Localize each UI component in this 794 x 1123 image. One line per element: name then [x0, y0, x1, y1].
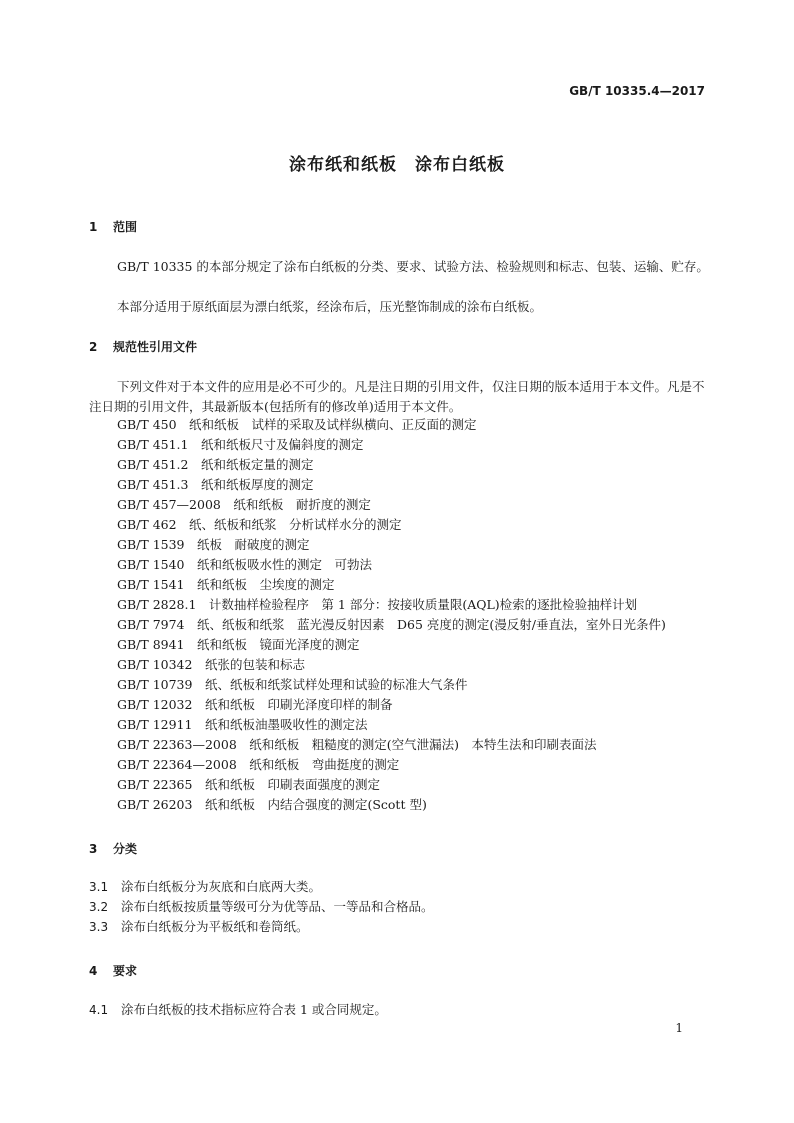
clause-text: 涂布白纸板分为平板纸和卷筒纸。 [121, 919, 309, 934]
reference-item: GB/T 10739 纸、纸板和纸浆试样处理和试验的标准大气条件 [117, 677, 468, 692]
clause-text: 涂布白纸板的技术指标应符合表 1 或合同规定。 [121, 1002, 387, 1017]
clause-number: 3.1 [89, 880, 109, 894]
clause-text: 涂布白纸板按质量等级可分为优等品、一等品和合格品。 [121, 899, 434, 914]
section-number: 4 [89, 964, 98, 978]
normative-intro: 下列文件对于本文件的应用是必不可少的。凡是注日期的引用文件，仅注日期的版本适用于本文件。凡是不注日期的引用文件，其最新版本(包括所有的修改单)适用于本文件。 [89, 379, 705, 414]
section-4-heading [89, 962, 137, 979]
reference-item: GB/T 451.1 纸和纸板尺寸及偏斜度的测定 [117, 437, 364, 452]
section-title: 规范性引用文件 [113, 340, 198, 354]
clause-text: 涂布白纸板分为灰底和白底两大类。 [121, 879, 322, 894]
reference-item: GB/T 462 纸、纸板和纸浆 分析试样水分的测定 [117, 517, 402, 532]
section-number: 2 [89, 340, 98, 354]
reference-item: GB/T 7974 纸、纸板和纸浆 蓝光漫反射因素 D65 亮度的测定(漫反射/垂直法，室外日光条件) [117, 617, 666, 632]
clause-3-2 [89, 897, 434, 917]
reference-item: GB/T 12032 纸和纸板 印刷光泽度印样的制备 [117, 697, 393, 712]
reference-item: GB/T 22364—2008 纸和纸板 弯曲挺度的测定 [117, 757, 400, 772]
reference-item: GB/T 22365 纸和纸板 印刷表面强度的测定 [117, 777, 380, 792]
reference-item: GB/T 10342 纸张的包装和标志 [117, 657, 305, 672]
clause-number: 3.3 [89, 920, 109, 934]
section-1-heading [89, 218, 137, 235]
reference-item: GB/T 26203 纸和纸板 内结合强度的测定(Scott 型) [117, 797, 427, 812]
clause-4-1 [89, 1000, 387, 1020]
reference-item: GB/T 450 纸和纸板 试样的采取及试样纵横向、正反面的测定 [117, 417, 477, 432]
clause-3-1 [89, 877, 321, 897]
reference-item: GB/T 451.3 纸和纸板厚度的测定 [117, 477, 314, 492]
standard-code: GB/T 10335.4—2017 [569, 84, 705, 98]
section-number: 1 [89, 220, 98, 234]
section-number: 3 [89, 842, 98, 856]
document-title: 涂布纸和纸板 涂布白纸板 [289, 155, 505, 175]
reference-item: GB/T 1540 纸和纸板吸水性的测定 可勃法 [117, 557, 373, 572]
section-2-heading [89, 338, 197, 355]
clause-number: 4.1 [89, 1003, 109, 1017]
clause-3-3 [89, 917, 309, 937]
reference-list [117, 415, 666, 815]
page-number: 1 [675, 1021, 683, 1035]
clause-number: 3.2 [89, 900, 109, 914]
scope-paragraph-2: 本部分适用于原纸面层为漂白纸浆，经涂布后，压光整饰制成的涂布白纸板。 [117, 299, 543, 314]
section-title: 要求 [113, 964, 138, 978]
reference-item: GB/T 457—2008 纸和纸板 耐折度的测定 [117, 497, 371, 512]
reference-item: GB/T 8941 纸和纸板 镜面光泽度的测定 [117, 637, 360, 652]
reference-item: GB/T 1541 纸和纸板 尘埃度的测定 [117, 577, 335, 592]
section-title: 分类 [113, 842, 138, 856]
section-3-heading [89, 840, 137, 857]
reference-item: GB/T 22363—2008 纸和纸板 粗糙度的测定(空气泄漏法) 本特生法和印刷表面法 [117, 737, 597, 752]
reference-item: GB/T 451.2 纸和纸板定量的测定 [117, 457, 314, 472]
reference-item: GB/T 12911 纸和纸板油墨吸收性的测定法 [117, 717, 368, 732]
reference-item: GB/T 1539 纸板 耐破度的测定 [117, 537, 310, 552]
reference-item: GB/T 2828.1 计数抽样检验程序 第 1 部分：按接收质量限(AQL)检索的逐批检验抽样计划 [117, 597, 638, 612]
section-title: 范围 [113, 220, 138, 234]
scope-paragraph-1: GB/T 10335 的本部分规定了涂布白纸板的分类、要求、试验方法、检验规则和标志、包装、运输、贮存。 [117, 259, 709, 274]
